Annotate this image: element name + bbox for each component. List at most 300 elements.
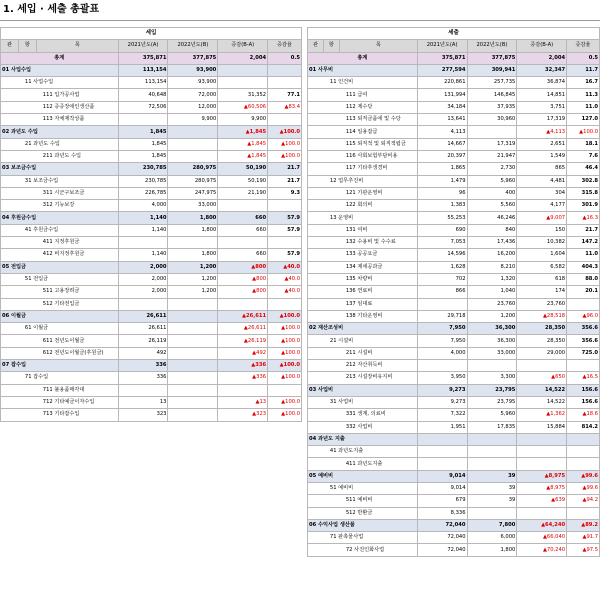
amount-cell: 2,730: [467, 163, 517, 175]
amount-cell: 1,200: [168, 273, 218, 285]
row-label: 71 판촉물사업: [323, 532, 417, 544]
amount-cell: 36,300: [467, 323, 517, 335]
rate-cell: ▲100.0: [268, 360, 302, 372]
indent-cell: [308, 409, 324, 421]
row-label: 121 기관운영비: [339, 187, 417, 199]
amount-cell: ▲1,362: [517, 409, 567, 421]
amount-cell: 10,382: [517, 237, 567, 249]
amount-cell: 377,875: [168, 52, 218, 64]
amount-cell: 50,190: [218, 163, 268, 175]
table-row: [308, 544, 600, 556]
rate-cell: ▲100.0: [268, 396, 302, 408]
amount-cell: 28,350: [517, 335, 567, 347]
amount-cell: 2,651: [517, 138, 567, 150]
amount-cell: 113,154: [118, 64, 168, 76]
page-title: 1. 세입 · 세출 총괄표: [0, 0, 600, 21]
amount-cell: 55,253: [417, 212, 467, 224]
amount-cell: 4,113: [417, 126, 467, 138]
table-row: [1, 286, 302, 298]
indent-cell: [1, 114, 19, 126]
amount-cell: 1,800: [168, 249, 218, 261]
rate-cell: 16.7: [567, 77, 600, 89]
amount-cell: [168, 323, 218, 335]
table-row: [308, 224, 600, 236]
table-row: [1, 77, 302, 89]
row-label: 512 반환금: [339, 507, 417, 519]
row-label: 133 공공요금: [339, 249, 417, 261]
rate-cell: 11.0: [567, 249, 600, 261]
rate-cell: ▲99.6: [567, 482, 600, 494]
column-header: 증감(B-A): [517, 40, 567, 52]
amount-cell: [218, 237, 268, 249]
table-row: [308, 187, 600, 199]
rate-cell: ▲100.0: [268, 347, 302, 359]
indent-cell: [323, 89, 339, 101]
indent-cell: [308, 458, 324, 470]
rate-cell: 156.6: [567, 384, 600, 396]
table-row: [1, 175, 302, 187]
column-header: 항: [18, 40, 36, 52]
amount-cell: 866: [417, 286, 467, 298]
amount-cell: [218, 298, 268, 310]
amount-cell: 1,800: [168, 224, 218, 236]
rate-cell: 57.9: [268, 224, 302, 236]
amount-cell: 5,560: [467, 200, 517, 212]
indent-cell: [308, 446, 324, 458]
row-label: 136 연료비: [339, 286, 417, 298]
rate-cell: 315.8: [567, 187, 600, 199]
amount-cell: [168, 150, 218, 162]
row-label: 134 제세공과금: [339, 261, 417, 273]
amount-cell: 3,300: [467, 372, 517, 384]
amount-cell: 9,014: [417, 470, 467, 482]
amount-cell: 247,975: [168, 187, 218, 199]
amount-cell: 492: [118, 347, 168, 359]
rate-cell: 57.9: [268, 249, 302, 261]
indent-cell: [323, 495, 339, 507]
table-row: [308, 138, 600, 150]
amount-cell: 1,200: [168, 286, 218, 298]
rate-cell: [567, 360, 600, 372]
indent-cell: [308, 532, 324, 544]
table-row: [308, 323, 600, 335]
amount-cell: [517, 433, 567, 445]
rate-cell: ▲97.5: [567, 544, 600, 556]
row-label: 113 퇴직금품에 및 수당: [339, 114, 417, 126]
rate-cell: [268, 64, 302, 76]
table-row: [308, 495, 600, 507]
rate-cell: ▲100.0: [268, 323, 302, 335]
indent-cell: [323, 114, 339, 126]
rate-cell: ▲40.0: [268, 273, 302, 285]
indent-cell: [308, 212, 324, 224]
row-label: 03 보조금수입: [1, 163, 119, 175]
row-label: 117 기타후생경비: [339, 163, 417, 175]
amount-cell: 9,900: [168, 114, 218, 126]
rate-cell: ▲100.0: [268, 310, 302, 322]
table-row: [1, 138, 302, 150]
table-row: [1, 163, 302, 175]
amount-cell: ▲800: [218, 286, 268, 298]
table-row: [1, 150, 302, 162]
indent-cell: [323, 163, 339, 175]
rate-cell: [567, 433, 600, 445]
amount-cell: ▲70,240: [517, 544, 567, 556]
row-label: 113 자체제작상품: [36, 114, 118, 126]
summary-area: [0, 21, 600, 604]
amount-cell: 20,397: [417, 150, 467, 162]
indent-cell: [323, 224, 339, 236]
amount-cell: 93,900: [168, 64, 218, 76]
indent-cell: [1, 273, 19, 285]
table-row: [308, 372, 600, 384]
column-header: 관: [1, 40, 19, 52]
indent-cell: [18, 409, 36, 421]
indent-cell: [323, 347, 339, 359]
amount-cell: 17,835: [467, 421, 517, 433]
amount-cell: 323: [118, 409, 168, 421]
indent-cell: [1, 384, 19, 396]
table-row: [308, 286, 600, 298]
amount-cell: [168, 138, 218, 150]
amount-cell: [417, 458, 467, 470]
table-row: [308, 409, 600, 421]
amount-cell: 702: [417, 273, 467, 285]
indent-cell: [308, 163, 324, 175]
amount-cell: 29,718: [417, 310, 467, 322]
table-row: [308, 335, 600, 347]
amount-cell: ▲8,975: [517, 470, 567, 482]
row-label: 05 예비비: [308, 470, 418, 482]
table-row: [308, 64, 600, 76]
table-row: [1, 114, 302, 126]
amount-cell: ▲64,240: [517, 519, 567, 531]
indent-cell: [1, 298, 19, 310]
amount-cell: 23,795: [467, 396, 517, 408]
expenditure-table: [307, 27, 600, 557]
table-row: [308, 360, 600, 372]
amount-cell: ▲60,506: [218, 101, 268, 113]
row-label: 05 전입금: [1, 261, 119, 273]
row-label: 122 회의비: [339, 200, 417, 212]
indent-cell: [18, 187, 36, 199]
row-label: 11 인건비: [323, 77, 417, 89]
row-label: 135 차량비: [339, 273, 417, 285]
row-label: 711 불용품매각대: [36, 384, 118, 396]
amount-cell: [168, 384, 218, 396]
column-header-row: [308, 40, 600, 52]
table-row: [1, 347, 302, 359]
table-row: [1, 310, 302, 322]
indent-cell: [323, 310, 339, 322]
row-label: 132 수용비 및 수수료: [339, 237, 417, 249]
table-row: [1, 126, 302, 138]
amount-cell: 8,210: [467, 261, 517, 273]
indent-cell: [308, 273, 324, 285]
amount-cell: 1,383: [417, 200, 467, 212]
rate-cell: 147.2: [567, 237, 600, 249]
amount-cell: 230,785: [118, 163, 168, 175]
rate-cell: [567, 298, 600, 310]
amount-cell: 375,871: [118, 52, 168, 64]
amount-cell: 1,140: [118, 212, 168, 224]
rate-cell: ▲100.0: [268, 335, 302, 347]
table-row: [308, 237, 600, 249]
row-label: 112 증증장애인생산품: [36, 101, 118, 113]
rate-cell: ▲91.7: [567, 532, 600, 544]
amount-cell: 2,000: [118, 286, 168, 298]
amount-cell: ▲323: [218, 409, 268, 421]
row-label: 111 입가공사업: [36, 89, 118, 101]
indent-cell: [323, 507, 339, 519]
amount-cell: 46,246: [467, 212, 517, 224]
indent-cell: [323, 101, 339, 113]
amount-cell: 6,000: [467, 532, 517, 544]
rate-cell: 9.3: [268, 187, 302, 199]
amount-cell: ▲9,007: [517, 212, 567, 224]
amount-cell: 131,994: [417, 89, 467, 101]
row-label: 04 후원금수입: [1, 212, 119, 224]
amount-cell: 1,200: [467, 310, 517, 322]
indent-cell: [308, 126, 324, 138]
amount-cell: 1,800: [467, 544, 517, 556]
amount-cell: 2,004: [517, 52, 567, 64]
amount-cell: 113,154: [118, 77, 168, 89]
row-label: 총계: [1, 52, 119, 64]
amount-cell: [467, 446, 517, 458]
indent-cell: [308, 544, 324, 556]
amount-cell: 257,735: [467, 77, 517, 89]
amount-cell: [467, 507, 517, 519]
column-header-row: [1, 40, 302, 52]
indent-cell: [308, 347, 324, 359]
indent-cell: [323, 150, 339, 162]
indent-cell: [1, 249, 19, 261]
amount-cell: 14,596: [417, 249, 467, 261]
amount-cell: 679: [417, 495, 467, 507]
amount-cell: ▲66,040: [517, 532, 567, 544]
amount-cell: 72,506: [118, 101, 168, 113]
amount-cell: 336: [118, 360, 168, 372]
amount-cell: ▲492: [218, 347, 268, 359]
table-row: [308, 310, 600, 322]
amount-cell: 2,000: [118, 261, 168, 273]
amount-cell: ▲4,113: [517, 126, 567, 138]
table-row: [308, 347, 600, 359]
indent-cell: [323, 286, 339, 298]
indent-cell: [1, 372, 19, 384]
table-row: [1, 224, 302, 236]
amount-cell: 1,951: [417, 421, 467, 433]
indent-cell: [1, 138, 19, 150]
indent-cell: [1, 286, 19, 298]
indent-cell: [323, 200, 339, 212]
section-header-row: [308, 28, 600, 40]
amount-cell: 1,604: [517, 249, 567, 261]
indent-cell: [308, 261, 324, 273]
amount-cell: 26,611: [118, 310, 168, 322]
indent-cell: [18, 101, 36, 113]
rate-cell: 21.7: [567, 224, 600, 236]
row-label: 03 사업비: [308, 384, 418, 396]
amount-cell: [417, 298, 467, 310]
rate-cell: ▲16.3: [567, 212, 600, 224]
table-row: [308, 470, 600, 482]
amount-cell: 1,320: [467, 273, 517, 285]
indent-cell: [308, 360, 324, 372]
amount-cell: 2,000: [118, 273, 168, 285]
amount-cell: 9,273: [417, 384, 467, 396]
amount-cell: 660: [218, 249, 268, 261]
row-label: 06 이월금: [1, 310, 119, 322]
revenue-panel: [0, 27, 302, 422]
indent-cell: [18, 249, 36, 261]
indent-cell: [308, 89, 324, 101]
amount-cell: 39: [467, 495, 517, 507]
row-label: 21 시설비: [323, 335, 417, 347]
amount-cell: 23,795: [467, 384, 517, 396]
rate-cell: ▲100.0: [567, 126, 600, 138]
rate-cell: [268, 200, 302, 212]
indent-cell: [308, 495, 324, 507]
amount-cell: 618: [517, 273, 567, 285]
table-row: [308, 212, 600, 224]
amount-cell: 4,000: [118, 200, 168, 212]
section-title: 세입: [1, 28, 302, 40]
amount-cell: 26,611: [118, 323, 168, 335]
amount-cell: 21,947: [467, 150, 517, 162]
rate-cell: ▲83.4: [268, 101, 302, 113]
table-row: [1, 335, 302, 347]
amount-cell: [467, 360, 517, 372]
amount-cell: [118, 237, 168, 249]
amount-cell: 220,861: [417, 77, 467, 89]
row-label: 713 기타잡수입: [36, 409, 118, 421]
indent-cell: [18, 335, 36, 347]
indent-cell: [1, 347, 19, 359]
amount-cell: ▲26,611: [218, 323, 268, 335]
indent-cell: [323, 421, 339, 433]
amount-cell: 72,040: [417, 532, 467, 544]
amount-cell: 840: [467, 224, 517, 236]
indent-cell: [308, 286, 324, 298]
indent-cell: [308, 200, 324, 212]
amount-cell: 690: [417, 224, 467, 236]
rate-cell: ▲100.0: [268, 372, 302, 384]
amount-cell: 1,845: [118, 150, 168, 162]
rate-cell: ▲18.6: [567, 409, 600, 421]
row-label: 21 과년도 수입: [18, 138, 118, 150]
amount-cell: 15,884: [517, 421, 567, 433]
indent-cell: [323, 261, 339, 273]
amount-cell: ▲639: [517, 495, 567, 507]
rate-cell: [567, 458, 600, 470]
rate-cell: 21.7: [268, 163, 302, 175]
rate-cell: 0.5: [567, 52, 600, 64]
table-row: [308, 77, 600, 89]
amount-cell: [118, 384, 168, 396]
amount-cell: 277,594: [417, 64, 467, 76]
amount-cell: 23,760: [517, 298, 567, 310]
amount-cell: 14,522: [517, 396, 567, 408]
table-row: [308, 396, 600, 408]
rate-cell: 301.9: [567, 200, 600, 212]
rate-cell: 725.0: [567, 347, 600, 359]
amount-cell: [168, 335, 218, 347]
indent-cell: [1, 200, 19, 212]
amount-cell: [118, 114, 168, 126]
amount-cell: 26,119: [118, 335, 168, 347]
indent-cell: [1, 101, 19, 113]
rate-cell: 11.3: [567, 89, 600, 101]
amount-cell: [118, 298, 168, 310]
amount-cell: 5,960: [467, 409, 517, 421]
amount-cell: 1,140: [118, 249, 168, 261]
amount-cell: [168, 126, 218, 138]
table-row: [1, 261, 302, 273]
table-row: [308, 298, 600, 310]
column-header: 증감(B-A): [218, 40, 268, 52]
amount-cell: 7,950: [417, 323, 467, 335]
row-label: 411 지정후원금: [36, 237, 118, 249]
rate-cell: ▲100.0: [268, 409, 302, 421]
table-row: [1, 101, 302, 113]
rate-cell: 11.7: [567, 64, 600, 76]
amount-cell: 304: [517, 187, 567, 199]
indent-cell: [1, 396, 19, 408]
column-header: 2022년도(B): [467, 40, 517, 52]
table-row: [1, 64, 302, 76]
indent-cell: [1, 77, 19, 89]
amount-cell: 72,040: [417, 519, 467, 531]
row-label: 131 여비: [339, 224, 417, 236]
row-label: 06 수익사업 생산품: [308, 519, 418, 531]
rate-cell: 20.1: [567, 286, 600, 298]
indent-cell: [308, 396, 324, 408]
amount-cell: 660: [218, 224, 268, 236]
row-label: 511 예비비: [339, 495, 417, 507]
amount-cell: 36,300: [467, 335, 517, 347]
rate-cell: ▲89.2: [567, 519, 600, 531]
column-header: 2022년도(B): [168, 40, 218, 52]
indent-cell: [323, 298, 339, 310]
indent-cell: [308, 224, 324, 236]
rate-cell: 356.6: [567, 335, 600, 347]
amount-cell: [467, 433, 517, 445]
indent-cell: [308, 372, 324, 384]
rate-cell: 404.3: [567, 261, 600, 273]
amount-cell: [168, 409, 218, 421]
table-row: [308, 482, 600, 494]
amount-cell: 30,960: [467, 114, 517, 126]
rate-cell: 127.0: [567, 114, 600, 126]
amount-cell: 660: [218, 212, 268, 224]
amount-cell: 146,845: [467, 89, 517, 101]
amount-cell: [467, 458, 517, 470]
amount-cell: 9,273: [417, 396, 467, 408]
amount-cell: 7,950: [417, 335, 467, 347]
row-label: 12 업무추진비: [323, 175, 417, 187]
indent-cell: [308, 138, 324, 150]
indent-cell: [18, 150, 36, 162]
amount-cell: 1,800: [168, 212, 218, 224]
amount-cell: 375,871: [417, 52, 467, 64]
indent-cell: [18, 237, 36, 249]
table-row: [1, 384, 302, 396]
amount-cell: [168, 372, 218, 384]
table-row: [1, 200, 302, 212]
indent-cell: [308, 101, 324, 113]
